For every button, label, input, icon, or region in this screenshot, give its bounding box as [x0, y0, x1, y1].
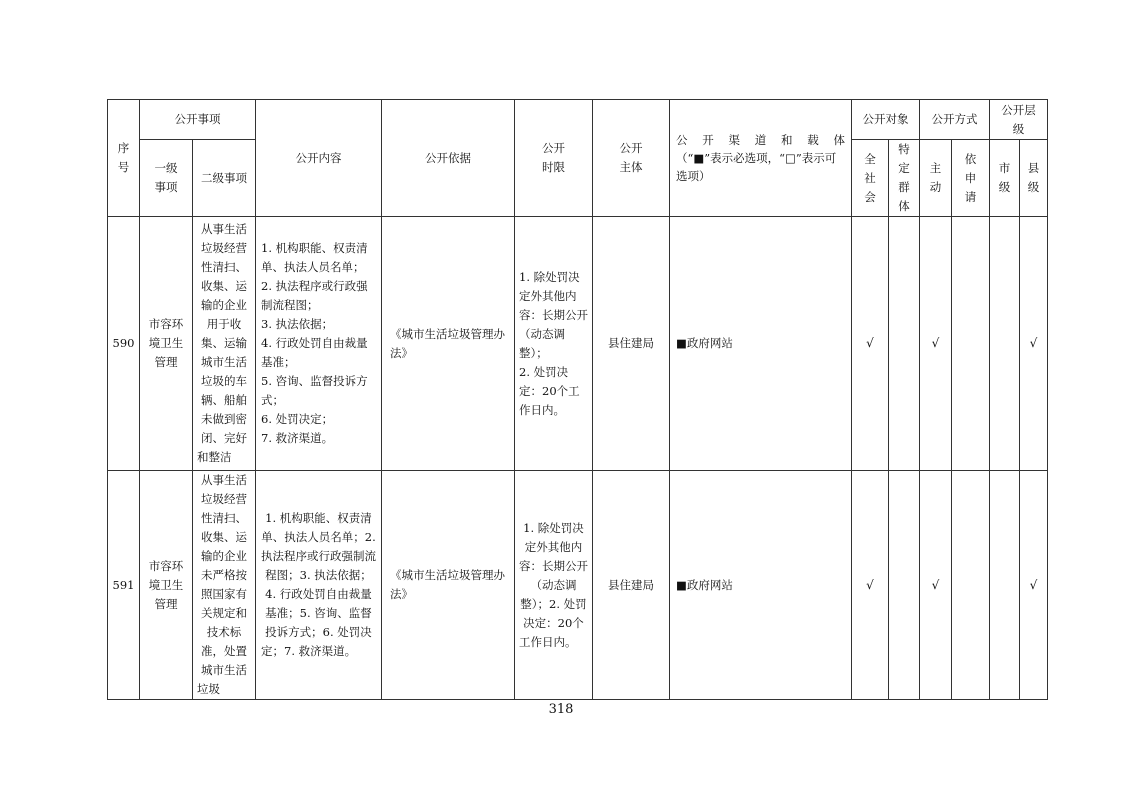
header-level-county: 县级	[1020, 140, 1048, 217]
row-time-limit: 1. 除处罚决定外其他内容：长期公开（动态调整）； 2. 处罚决定：20个工作日内。	[515, 217, 593, 471]
row-basis: 《城市生活垃圾管理办法》	[382, 217, 515, 471]
header-content: 公开内容	[256, 100, 382, 217]
row-channel: ■政府网站	[670, 217, 852, 471]
row-mode-request	[952, 471, 990, 700]
row-mode-request	[952, 217, 990, 471]
header-time-limit: 公开时限	[515, 100, 593, 217]
row-level2: 从事生活垃圾经营性清扫、收集、运输的企业未严格按照国家有关规定和技术标准，处置城市生活垃圾	[193, 471, 256, 700]
row-mode-active: √	[920, 471, 952, 700]
header-basis: 公开依据	[382, 100, 515, 217]
row-seq: 591	[108, 471, 140, 700]
row-content: 1. 机构职能、权责清单、执法人员名单；2. 执法程序或行政强制流程图；3. 执法依据；4. 行政处罚自由裁量基准；5. 咨询、监督投诉方式；6. 处罚决定；7. 救济渠道。	[256, 471, 382, 700]
row-level1: 市容环境卫生管理	[140, 471, 193, 700]
document-page	[107, 99, 1047, 700]
header-channel: 公开渠道和载体 （“■”表示必选项，“□”表示可选项）	[670, 100, 852, 217]
row-obj-all: √	[852, 217, 889, 471]
header-level1: 一级事项	[140, 140, 193, 217]
row-mode-active: √	[920, 217, 952, 471]
header-level2: 二级事项	[193, 140, 256, 217]
header-level-group: 公开层级	[990, 100, 1048, 140]
table-row	[108, 471, 1048, 700]
row-level2: 从事生活垃圾经营性清扫、收集、运输的企业用于收集、运输城市生活垃圾的车辆、船舶未做到密闭、完好和整洁	[193, 217, 256, 471]
header-mode-request: 依申请	[952, 140, 990, 217]
row-channel: ■政府网站	[670, 471, 852, 700]
header-subject: 公开主体	[593, 100, 670, 217]
row-content: 1. 机构职能、权责清单、执法人员名单； 2. 执法程序或行政强制流程图； 3. 执法依据； 4. 行政处罚自由裁量基准； 5. 咨询、监督投诉方式； 6. 处罚决定； 7. 救济渠道。	[256, 217, 382, 471]
header-object-group: 公开对象	[852, 100, 920, 140]
header-mode-active: 主动	[920, 140, 952, 217]
row-subject: 县住建局	[593, 217, 670, 471]
page-number: 318	[548, 702, 574, 717]
header-mode-group: 公开方式	[920, 100, 990, 140]
row-time-limit: 1. 除处罚决定外其他内容：长期公开（动态调整）；2. 处罚决定：20个工作日内。	[515, 471, 593, 700]
row-level-city	[990, 471, 1020, 700]
row-level-county: √	[1020, 471, 1048, 700]
disclosure-table	[107, 99, 1048, 700]
row-level-county: √	[1020, 217, 1048, 471]
row-level-city	[990, 217, 1020, 471]
header-matter-group: 公开事项	[140, 100, 256, 140]
row-seq: 590	[108, 217, 140, 471]
row-subject: 县住建局	[593, 471, 670, 700]
header-obj-specific: 特定群体	[889, 140, 920, 217]
row-basis: 《城市生活垃圾管理办法》	[382, 471, 515, 700]
row-obj-specific	[889, 217, 920, 471]
row-obj-specific	[889, 471, 920, 700]
header-obj-all: 全社会	[852, 140, 889, 217]
header-row-1	[108, 100, 1048, 140]
row-obj-all: √	[852, 471, 889, 700]
table-row	[108, 217, 1048, 471]
header-level-city: 市级	[990, 140, 1020, 217]
header-seq: 序号	[108, 100, 140, 217]
row-level1: 市容环境卫生管理	[140, 217, 193, 471]
